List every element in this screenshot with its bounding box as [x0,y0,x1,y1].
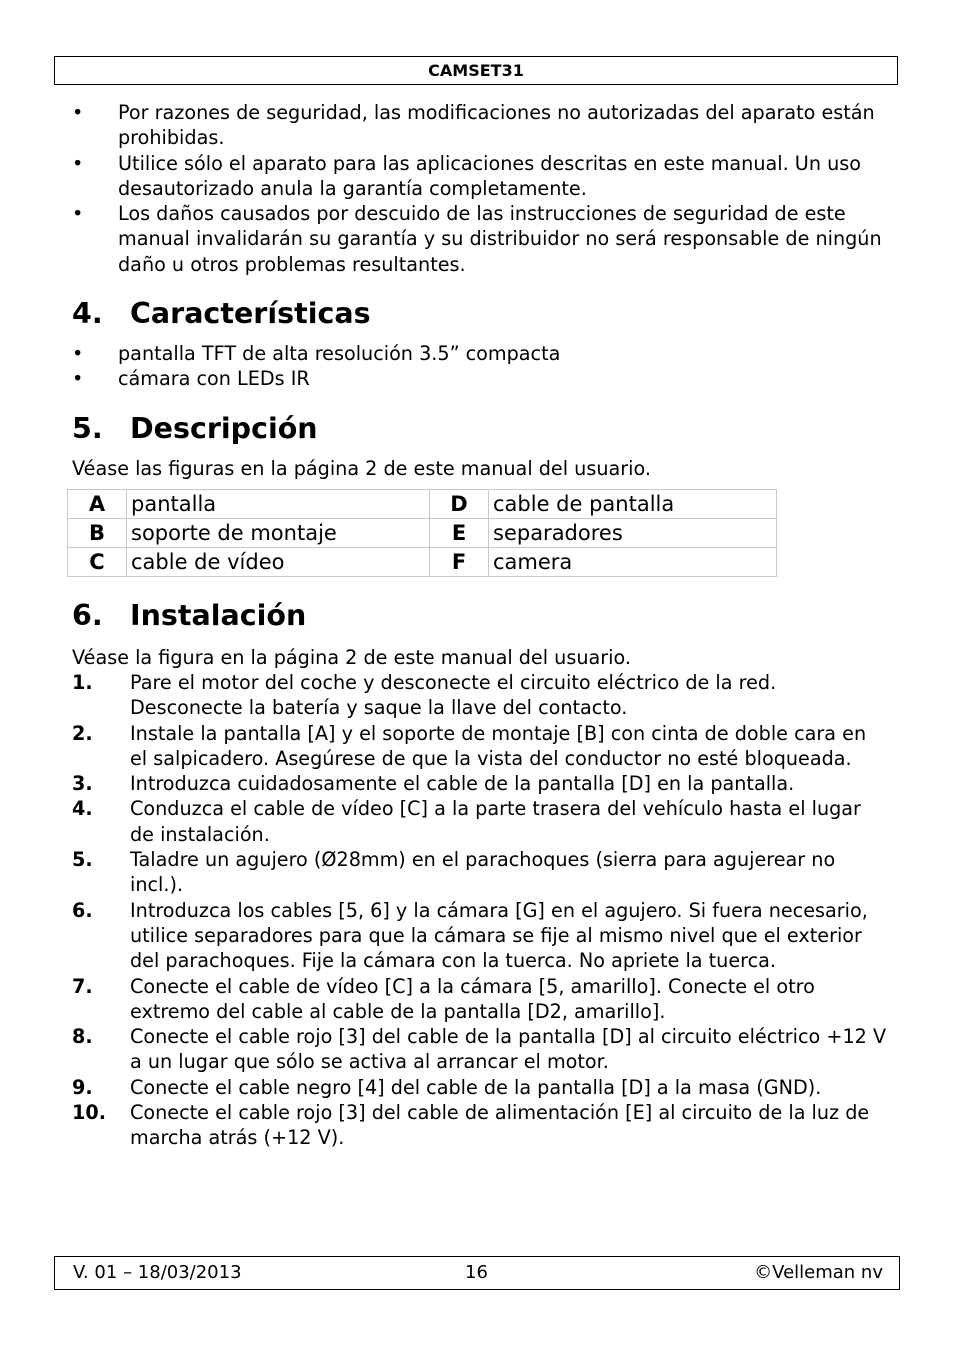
list-item [72,847,887,898]
document-title: CAMSET31 [428,61,524,80]
bullet-text: Por razones de seguridad, las modificaciones no autorizadas del aparato están prohibidas. [118,101,875,150]
part-name: pantalla [127,490,430,519]
list-item [72,771,887,796]
step-number: 7. [72,974,93,998]
list-item [72,366,892,391]
part-letter: D [430,490,489,519]
section-heading-installation [72,599,306,633]
bullet-icon: • [72,151,84,175]
list-item [72,341,892,366]
step-text: Conecte el cable rojo [3] del cable de alimentación [E] al circuito de la luz de marcha atrás (+12 V). [130,1101,870,1150]
bullet-icon: • [72,342,84,365]
list-item [72,670,887,721]
part-name: cable de vídeo [127,548,430,577]
section-heading-features [72,297,371,331]
step-text: Conduzca el cable de vídeo [C] a la parte trasera del vehículo hasta el lugar de instalación. [130,797,861,846]
step-number: 2. [72,721,93,745]
list-item [72,898,887,974]
part-letter: E [430,519,489,548]
bullet-text: pantalla TFT de alta resolución 3.5” compacta [118,342,561,365]
section-number: 5. [72,412,103,445]
part-name: cable de pantalla [489,490,777,519]
step-number: 4. [72,797,93,821]
step-text: Conecte el cable de vídeo [C] a la cámara [5, amarillo]. Conecte el otro extremo del cable al cable de la pantalla [D2, amarillo]. [130,974,815,1023]
section-title: Instalación [130,599,307,632]
table-row [68,548,777,577]
step-number: 3. [72,772,93,796]
bullet-icon: • [72,367,84,391]
step-number: 9. [72,1075,93,1099]
list-item [72,100,892,151]
parts-table [67,489,777,577]
step-text: Instale la pantalla [A] y el soporte de montaje [B] con cinta de doble cara en el salpicadero. Asegúrese de que la vista del conductor no esté bloqueada. [130,721,867,770]
features-list [72,341,892,392]
section-title: Características [130,297,371,330]
step-number: 6. [72,898,93,922]
part-name: camera [489,548,777,577]
document-header [54,56,898,85]
step-text: Introduzca los cables [5, 6] y la cámara [G] en el agujero. Si fuera necesario, utilice separadores para que la cámara se fije al mismo nivel que el exterior del parachoques. Fije la cámara con la tuerca. No apriete la tuerca. [130,898,868,973]
bullet-text: cámara con LEDs IR [118,367,310,391]
section-title: Descripción [130,412,318,445]
installation-steps [72,670,887,1151]
list-item [72,1100,887,1151]
step-number: 5. [72,848,93,872]
section-number: 4. [72,297,103,330]
bullet-icon: • [72,101,84,124]
safety-bullet-list [72,100,892,277]
list-item [72,796,887,847]
part-letter: A [68,490,127,519]
description-intro: Véase las figuras en la página 2 de este manual del usuario. [72,457,651,480]
list-item [72,201,892,277]
section-heading-description [72,412,318,446]
table-row [68,519,777,548]
step-text: Pare el motor del coche y desconecte el circuito eléctrico de la red. Desconecte la batería y saque la llave del contacto. [130,671,777,720]
part-letter: F [430,548,489,577]
part-letter: B [68,519,127,548]
list-item [72,151,892,202]
bullet-icon: • [72,202,84,226]
step-number: 8. [72,1025,93,1049]
section-number: 6. [72,599,103,632]
part-letter: C [68,548,127,577]
step-text: Introduzca cuidadosamente el cable de la pantalla [D] en la pantalla. [130,772,795,796]
step-number: 1. [72,671,93,694]
version-date: V. 01 – 18/03/2013 [73,1262,242,1283]
step-number: 10. [72,1101,106,1125]
step-text: Conecte el cable rojo [3] del cable de la pantalla [D] al circuito eléctrico +12 V a un lugar que sólo se activa al arrancar el motor. [130,1025,887,1074]
copyright: ©Velleman nv [754,1262,883,1283]
installation-intro: Véase la figura en la página 2 de este manual del usuario. [72,646,631,669]
list-item [72,1024,887,1075]
part-name: separadores [489,519,777,548]
list-item [72,974,887,1025]
document-footer [54,1256,900,1290]
list-item [72,721,887,772]
step-text: Taladre un agujero (Ø28mm) en el parachoques (sierra para agujerear no incl.). [130,848,836,897]
list-item [72,1075,887,1100]
bullet-text: Utilice sólo el aparato para las aplicaciones descritas en este manual. Un uso desautorizado anula la garantía completamente. [118,151,861,200]
step-text: Conecte el cable negro [4] del cable de la pantalla [D] a la masa (GND). [130,1075,822,1099]
page-number: 16 [465,1262,488,1283]
bullet-text: Los daños causados por descuido de las instrucciones de seguridad de este manual invalidarán su garantía y su distribuidor no será responsable de ningún daño u otros problemas resultantes. [118,202,882,276]
table-row [68,490,777,519]
part-name: soporte de montaje [127,519,430,548]
